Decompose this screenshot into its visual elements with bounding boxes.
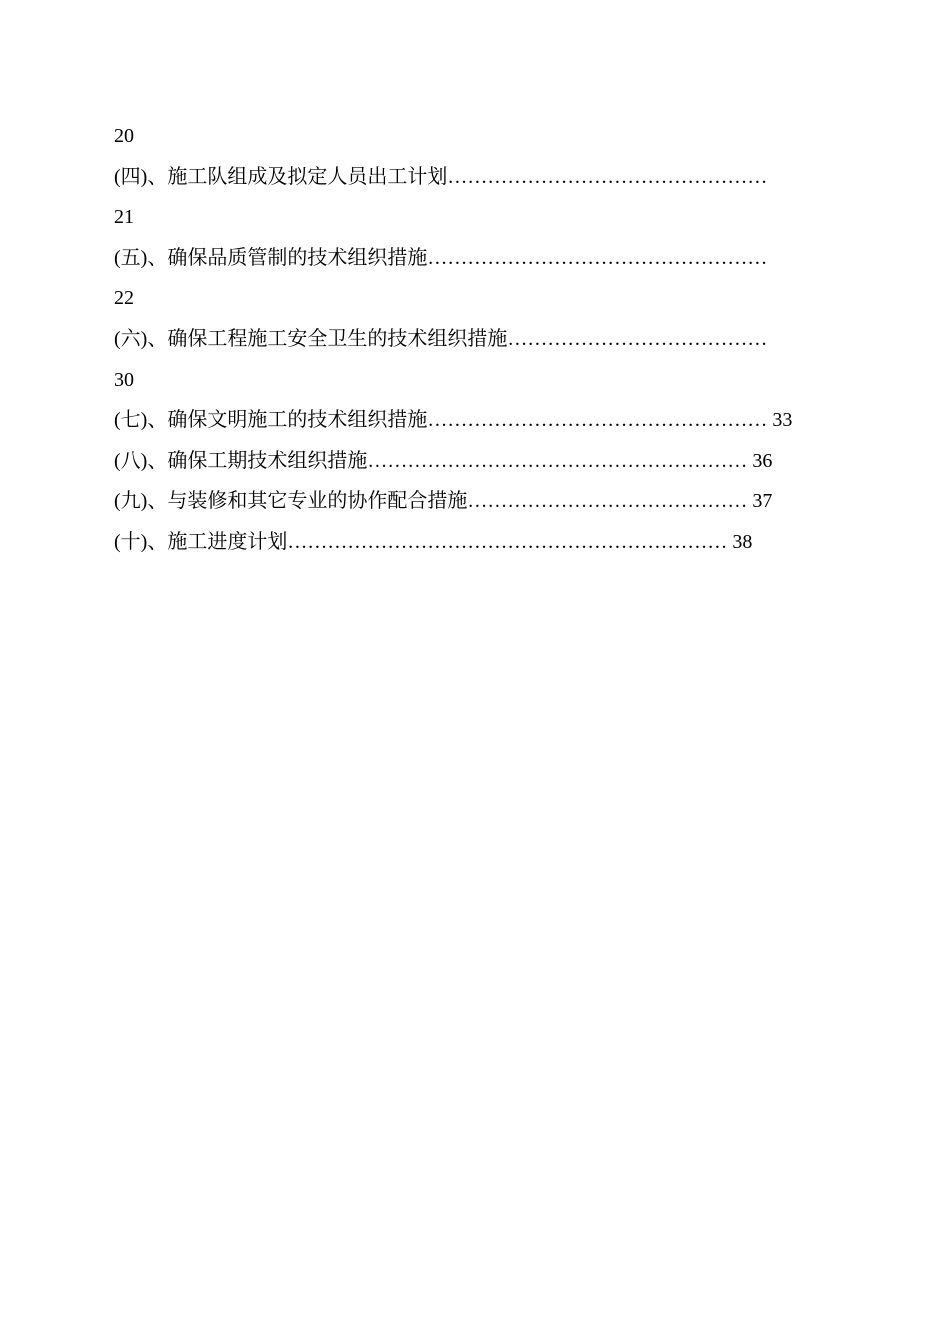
toc-line: [114, 319, 834, 360]
toc-entry-title: (六)、确保工程施工安全卫生的技术组织措施: [114, 327, 508, 350]
toc-page-number: 38: [732, 530, 753, 553]
toc-line: [114, 360, 834, 401]
toc-line: [114, 522, 834, 563]
toc-leader-dots: …………………………………………………: [367, 449, 753, 472]
toc-line: [114, 400, 834, 441]
toc-entry-title: 21: [114, 206, 134, 229]
toc-line: [114, 157, 834, 198]
toc-entry-title: 22: [114, 287, 134, 310]
toc-entry-title: (五)、确保品质管制的技术组织措施: [114, 246, 428, 269]
toc-leader-dots: …………………………………………: [447, 165, 768, 188]
toc-entry-title: (七)、确保文明施工的技术组织措施: [114, 409, 428, 432]
toc-line: [114, 441, 834, 482]
toc-page-number: 37: [752, 490, 773, 513]
toc-leader-dots: ……………………………………: [467, 490, 753, 513]
toc-leader-dots: …………………………………………………………: [287, 530, 733, 553]
toc-entry-title: (十)、施工进度计划: [114, 530, 288, 553]
toc-entry-title: (八)、确保工期技术组织措施: [114, 449, 368, 472]
toc-leader-dots: ……………………………………………: [427, 246, 768, 269]
toc-entry-title: (四)、施工队组成及拟定人员出工计划: [114, 165, 448, 188]
toc-line: [114, 116, 834, 157]
toc-page-number: 33: [772, 409, 793, 432]
toc-leader-dots: …………………………………: [507, 327, 768, 350]
toc-line: [114, 238, 834, 279]
toc-line: [114, 481, 834, 522]
toc-line: [114, 278, 834, 319]
toc-page-number: 36: [752, 449, 773, 472]
toc-line: [114, 197, 834, 238]
toc-entry-title: 30: [114, 368, 134, 391]
table-of-contents: [114, 116, 834, 563]
toc-leader-dots: ……………………………………………: [427, 409, 773, 432]
toc-entry-title: (九)、与装修和其它专业的协作配合措施: [114, 490, 468, 513]
toc-entry-title: 20: [114, 125, 134, 147]
